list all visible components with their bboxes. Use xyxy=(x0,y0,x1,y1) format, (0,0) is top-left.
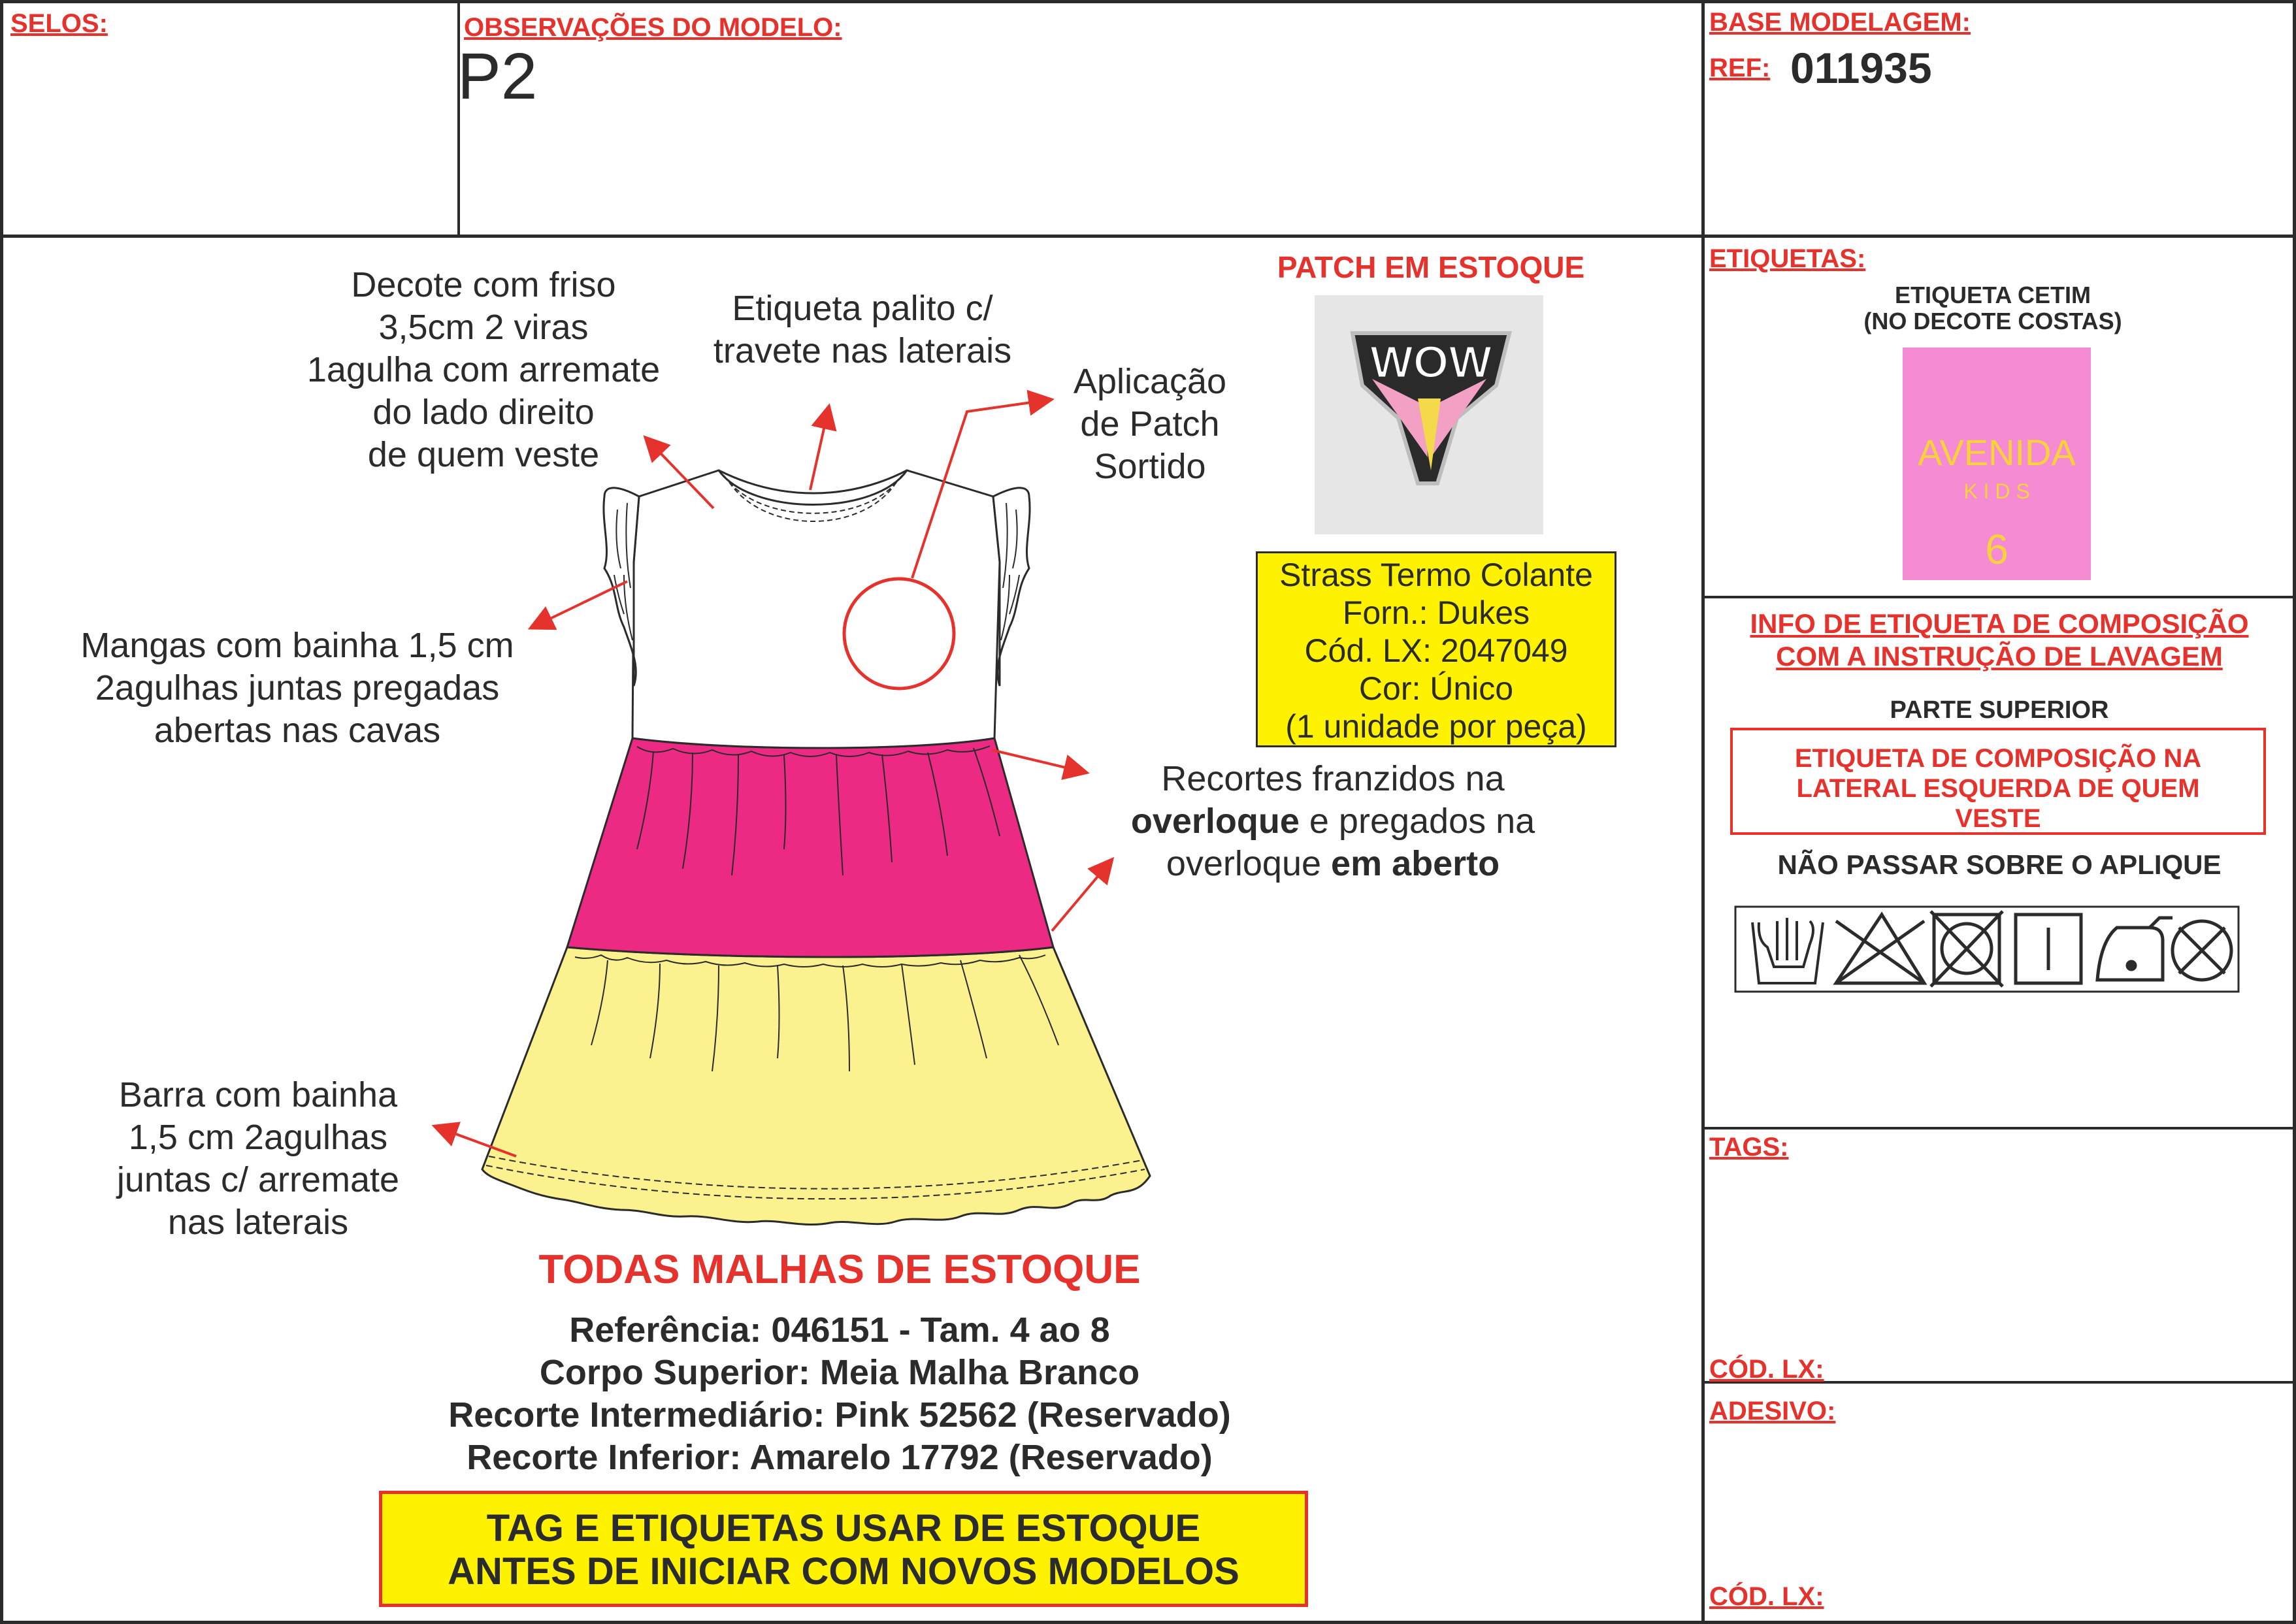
annotation-recortes xyxy=(1085,758,1581,885)
annotation-line: juntas c/ arremate xyxy=(116,1160,400,1199)
annotation-line: Aplicação xyxy=(1073,362,1227,401)
annotation-line: do lado direito xyxy=(372,393,595,432)
tags-label: TAGS: xyxy=(1709,1133,1789,1161)
no-dry-clean-icon xyxy=(2173,921,2231,980)
fabric-line: Recorte Inferior: Amarelo 17792 (Reservado) xyxy=(467,1438,1213,1477)
hand-wash-icon xyxy=(1752,918,1823,983)
model-observation: P2 xyxy=(457,40,538,113)
annotation-text: e pregados na xyxy=(1299,802,1535,841)
patch-info-box xyxy=(1256,551,1616,747)
annotation-line: 1,5 cm 2agulhas xyxy=(128,1118,388,1157)
composicao-title-line: COM A INSTRUÇÃO DE LAVAGEM xyxy=(1776,641,2223,672)
stock-notice-line: TAG E ETIQUETAS USAR DE ESTOQUE xyxy=(486,1507,1201,1550)
brand-name: AVENIDA xyxy=(1918,432,2076,473)
annotation-line: nas laterais xyxy=(167,1203,349,1242)
composicao-box xyxy=(1730,728,2266,835)
annotation-bold: em aberto xyxy=(1331,844,1500,883)
left-sleeve xyxy=(604,488,639,686)
composicao-title xyxy=(1705,608,2293,673)
no-bleach-icon xyxy=(1836,915,1924,983)
cetim-title-line: (NO DECOTE COSTAS) xyxy=(1863,308,2122,334)
annotation-decote xyxy=(294,264,673,476)
patch-info-line: Forn.: Dukes xyxy=(1342,594,1530,631)
etiquetas-label: ETIQUETAS: xyxy=(1709,244,1866,273)
annotation-line: Etiqueta palito c/ xyxy=(732,289,993,328)
fabric-line: Corpo Superior: Meia Malha Branco xyxy=(539,1353,1140,1392)
annotation-line: Sortido xyxy=(1094,447,1206,486)
composicao-box-line: ETIQUETA DE COMPOSIÇÃO NA xyxy=(1794,744,2202,773)
skirt-bottom-tier xyxy=(482,947,1150,1225)
annotation-mangas xyxy=(52,625,542,752)
stock-notice-box xyxy=(379,1491,1308,1607)
fabric-line: Recorte Intermediário: Pink 52562 (Reservado) xyxy=(448,1395,1231,1435)
selos-label: SELOS: xyxy=(10,9,108,38)
wow-patch-text: WOW xyxy=(1369,336,1492,387)
annotation-bold: overloque xyxy=(1130,802,1300,841)
annotation-text: overloque xyxy=(1166,844,1332,883)
observacoes-label: OBSERVAÇÕES DO MODELO: xyxy=(464,13,842,42)
annotation-line: Mangas com bainha 1,5 cm xyxy=(80,626,514,665)
patch-info-line: (1 unidade por peça) xyxy=(1285,708,1587,745)
brand-label xyxy=(1903,348,2091,580)
composicao-box-line: VESTE xyxy=(1955,804,2041,833)
parte-superior: PARTE SUPERIOR xyxy=(1890,696,2109,724)
annotation-line xyxy=(1085,843,1581,885)
ref-value: 011935 xyxy=(1790,44,1932,92)
skirt-middle-tier xyxy=(567,738,1053,957)
bodice xyxy=(632,470,1000,748)
annotation-aplicacao-patch xyxy=(1045,361,1255,488)
patch-title: PATCH EM ESTOQUE xyxy=(1277,250,1585,284)
line-dry-icon xyxy=(2016,915,2081,983)
cetim-title xyxy=(1803,282,2182,334)
patch-info-line: Cód. LX: 2047049 xyxy=(1304,632,1568,669)
fabric-title: TODAS MALHAS DE ESTOQUE xyxy=(538,1247,1141,1292)
annotation-line: Barra com bainha xyxy=(118,1075,398,1114)
composicao-title-line: INFO DE ETIQUETA DE COMPOSIÇÃO xyxy=(1750,608,2249,639)
annotation-line xyxy=(1085,800,1581,843)
brand-sub: K I D S xyxy=(1963,479,2030,503)
base-modelagem-label: BASE MODELAGEM: xyxy=(1709,8,1971,37)
composicao-box-line: LATERAL ESQUERDA DE QUEM xyxy=(1796,774,2200,803)
annotation-line: travete nas laterais xyxy=(713,331,1012,370)
annotation-line: 3,5cm 2 viras xyxy=(378,308,589,347)
fabric-line: Referência: 046151 - Tam. 4 ao 8 xyxy=(569,1310,1110,1350)
adesivo-label: ADESIVO: xyxy=(1709,1397,1836,1425)
patch-info-line: Cor: Único xyxy=(1358,670,1514,707)
stock-notice-line: ANTES DE INICIAR COM NOVOS MODELOS xyxy=(448,1550,1239,1593)
cetim-title-line: ETIQUETA CETIM xyxy=(1895,282,2091,308)
annotation-line: 1agulha com arremate xyxy=(306,350,661,389)
annotation-barra xyxy=(91,1074,425,1244)
annotation-line: de Patch xyxy=(1080,404,1220,444)
annotation-line: de quem veste xyxy=(367,435,600,474)
annotation-line: 2agulhas juntas pregadas xyxy=(95,668,500,707)
nao-passar-note: NÃO PASSAR SOBRE O APLIQUE xyxy=(1777,849,2222,880)
iron-low-icon xyxy=(2097,918,2173,980)
cod-lx-label-2: CÓD. LX: xyxy=(1709,1582,1824,1611)
no-tumble-dry-icon xyxy=(1931,911,2003,986)
annotation-line: abertas nas cavas xyxy=(154,711,441,750)
annotation-line: Decote com friso xyxy=(351,265,616,304)
fabric-lines xyxy=(327,1309,1353,1479)
cod-lx-label-1: CÓD. LX: xyxy=(1709,1355,1824,1384)
patch-info-line: Strass Termo Colante xyxy=(1279,557,1593,593)
brand-size: 6 xyxy=(1985,526,2009,573)
annotation-line: Recortes franzidos na xyxy=(1161,759,1505,798)
ref-label: REF: xyxy=(1709,54,1771,82)
annotation-etiqueta-palito xyxy=(686,287,1039,372)
